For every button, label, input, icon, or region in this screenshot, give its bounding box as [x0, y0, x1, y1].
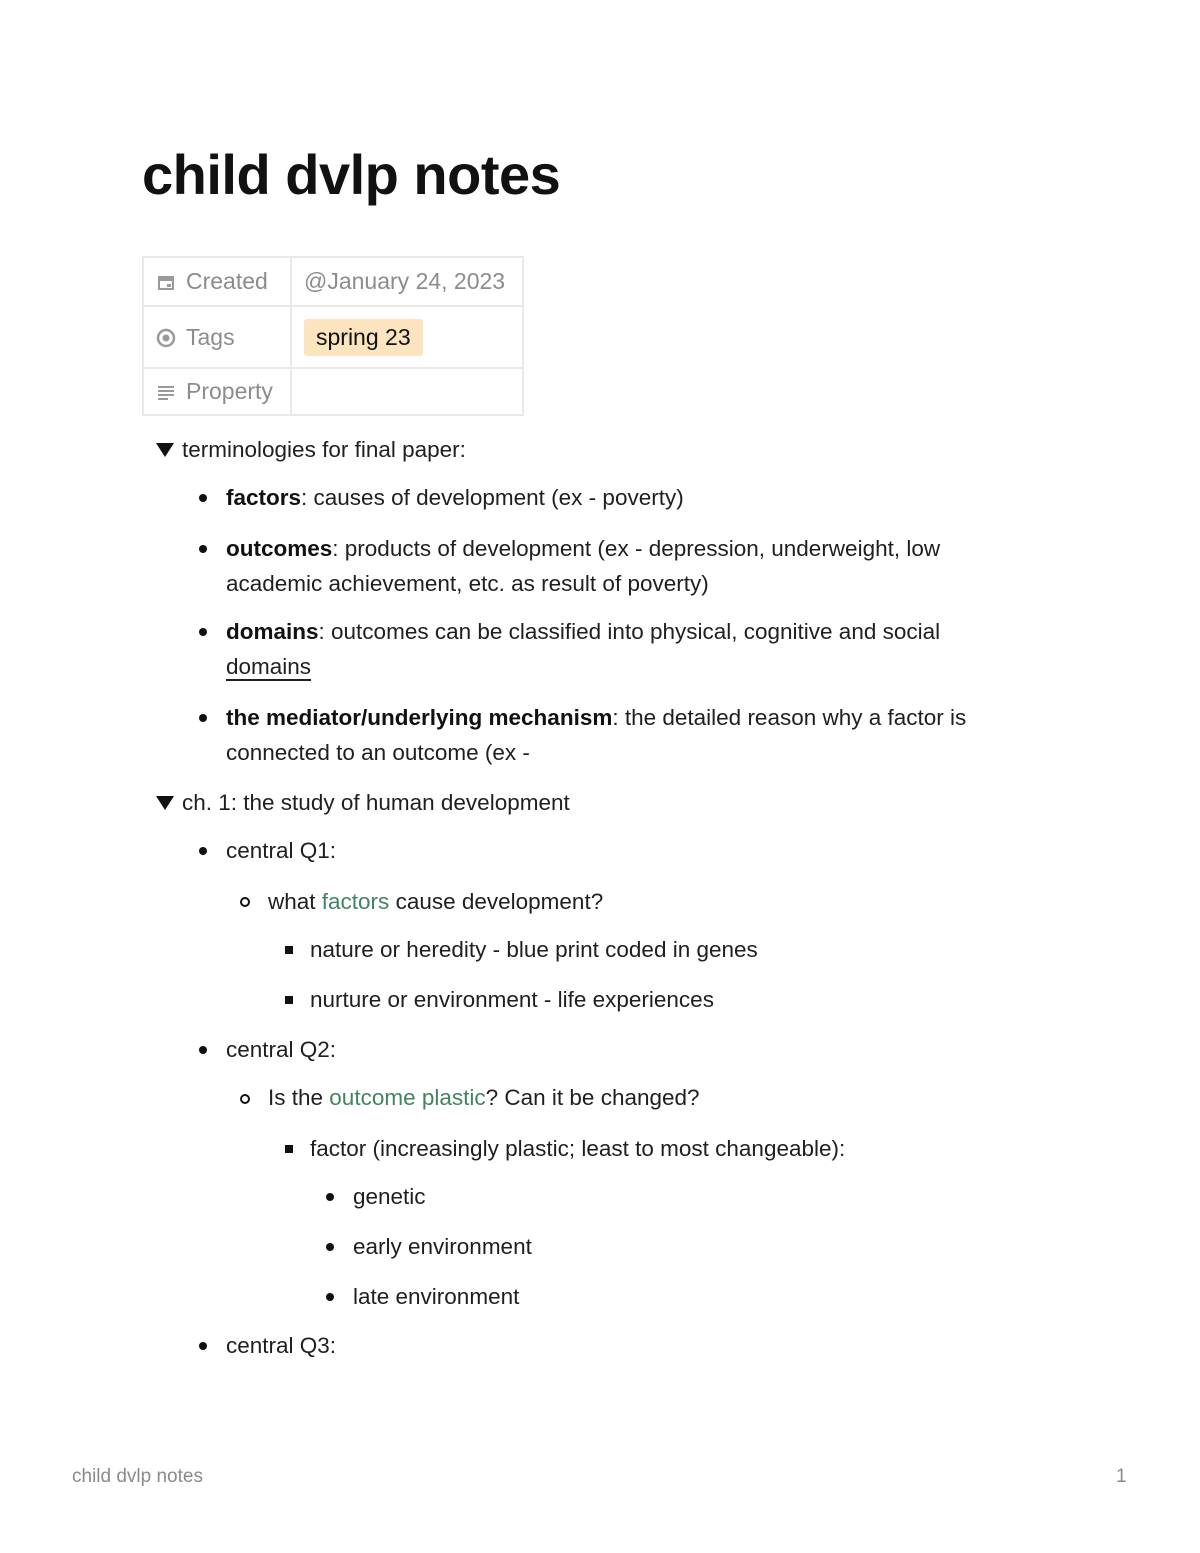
- list-item: early environment: [353, 1234, 532, 1259]
- list-item-q2: central Q2:: [226, 1037, 337, 1062]
- toggle-heading-ch1[interactable]: ch. 1: the study of human development: [182, 790, 570, 815]
- square-bullet-icon: [285, 946, 293, 954]
- footer-title: child dvlp notes: [72, 1466, 203, 1487]
- term-label: factors: [226, 485, 302, 510]
- list-item: [226, 484, 684, 512]
- term-label: outcomes: [226, 536, 333, 561]
- circle-bullet-icon: [240, 897, 250, 907]
- list-item: nature or heredity - blue print coded in genes: [310, 937, 758, 962]
- list-item: [226, 618, 940, 646]
- list-item-continuation: connected to an outcome (ex -: [226, 740, 530, 765]
- page-title: child dvlp notes: [142, 143, 561, 206]
- property-row-tags: [143, 306, 523, 368]
- property-row-created: [143, 257, 523, 306]
- bullet-icon: [326, 1193, 334, 1201]
- term-text: : products of development (ex - depression, underweight, low: [332, 536, 941, 561]
- q2-sub-pre: Is the: [268, 1085, 330, 1110]
- properties-table: [142, 256, 524, 416]
- tags-label: Tags: [186, 323, 235, 350]
- list-item: genetic: [353, 1184, 426, 1209]
- list-item: [226, 704, 966, 732]
- list-item-q1: central Q1:: [226, 838, 337, 863]
- term-text: : outcomes can be classified into physical, cognitive and social: [318, 619, 941, 644]
- q2-sub-post: ? Can it be changed?: [485, 1085, 700, 1110]
- footer-page-number: 1: [1116, 1466, 1127, 1487]
- q1-sub-highlight: factors: [321, 889, 390, 914]
- bullet-icon: [199, 714, 207, 722]
- property-name-tags[interactable]: [143, 306, 291, 368]
- toggle-triangle-icon[interactable]: [156, 443, 174, 457]
- list-item: [268, 888, 603, 916]
- q1-sub-pre: what: [268, 889, 322, 914]
- tag-circle-icon: [156, 328, 176, 348]
- circle-bullet-icon: [240, 1094, 250, 1104]
- bullet-icon: [326, 1243, 334, 1251]
- q2-sub-highlight: outcome plastic: [329, 1085, 486, 1110]
- term-text: : the detailed reason why a factor is: [612, 705, 967, 730]
- bullet-icon: [199, 545, 207, 553]
- tag-badge[interactable]: spring 23: [304, 319, 423, 356]
- domains-link[interactable]: domains: [226, 654, 312, 679]
- toggle-triangle-icon[interactable]: [156, 796, 174, 810]
- property-row-property: [143, 368, 523, 415]
- list-item: [226, 535, 940, 563]
- list-item: late environment: [353, 1284, 520, 1309]
- property-name-created[interactable]: [143, 257, 291, 306]
- text-lines-icon: [156, 382, 176, 402]
- bullet-icon: [199, 1046, 207, 1054]
- list-item-continuation: academic achievement, etc. as result of poverty): [226, 571, 709, 596]
- term-text: : causes of development (ex - poverty): [301, 485, 684, 510]
- created-label: Created: [186, 268, 268, 294]
- created-value[interactable]: @January 24, 2023: [291, 257, 523, 306]
- property-label: Property: [186, 378, 273, 404]
- term-label: domains: [226, 619, 319, 644]
- tags-value-cell[interactable]: [291, 306, 523, 368]
- square-bullet-icon: [285, 996, 293, 1004]
- list-item: [268, 1084, 700, 1112]
- bullet-icon: [199, 628, 207, 636]
- toggle-heading-terminologies[interactable]: terminologies for final paper:: [182, 437, 466, 462]
- bullet-icon: [199, 494, 207, 502]
- calendar-icon: [156, 272, 176, 292]
- bullet-icon: [199, 1342, 207, 1350]
- list-item: nurture or environment - life experiences: [310, 987, 714, 1012]
- term-label: the mediator/underlying mechanism: [226, 705, 613, 730]
- bullet-icon: [326, 1293, 334, 1301]
- q1-sub-post: cause development?: [389, 889, 604, 914]
- square-bullet-icon: [285, 1145, 293, 1153]
- list-item-q3: central Q3:: [226, 1333, 337, 1358]
- list-item: factor (increasingly plastic; least to most changeable):: [310, 1136, 846, 1161]
- property-value[interactable]: [291, 368, 523, 415]
- property-name-property[interactable]: [143, 368, 291, 415]
- bullet-icon: [199, 847, 207, 855]
